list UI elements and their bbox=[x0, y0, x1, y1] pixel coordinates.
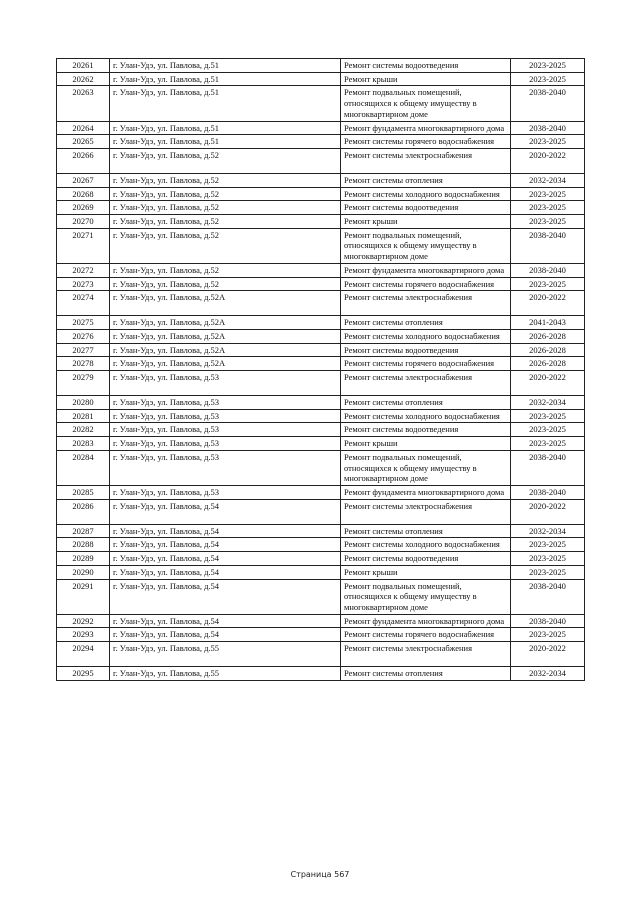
work-type-cell: Ремонт системы отопления bbox=[341, 524, 511, 538]
work-type-cell: Ремонт системы холодного водоснабжения bbox=[341, 329, 511, 343]
table-row bbox=[57, 450, 585, 485]
row-number-cell: 20290 bbox=[57, 565, 110, 579]
table-row bbox=[57, 423, 585, 437]
address-cell: г. Улан-Удэ, ул. Павлова, д.51 bbox=[110, 72, 341, 86]
address-cell: г. Улан-Удэ, ул. Павлова, д.54 bbox=[110, 552, 341, 566]
table-row bbox=[57, 201, 585, 215]
row-number-cell: 20268 bbox=[57, 187, 110, 201]
row-number-cell: 20278 bbox=[57, 357, 110, 371]
work-type-cell: Ремонт системы отопления bbox=[341, 316, 511, 330]
row-number-cell: 20265 bbox=[57, 135, 110, 149]
address-cell: г. Улан-Удэ, ул. Павлова, д.54 bbox=[110, 614, 341, 628]
address-cell: г. Улан-Удэ, ул. Павлова, д.53 bbox=[110, 409, 341, 423]
address-cell: г. Улан-Удэ, ул. Павлова, д.54 bbox=[110, 499, 341, 524]
period-cell: 2032-2034 bbox=[511, 667, 585, 681]
address-cell: г. Улан-Удэ, ул. Павлова, д.53 bbox=[110, 437, 341, 451]
period-cell: 2020-2022 bbox=[511, 642, 585, 667]
address-cell: г. Улан-Удэ, ул. Павлова, д.51 bbox=[110, 135, 341, 149]
work-type-cell: Ремонт системы водоотведения bbox=[341, 552, 511, 566]
row-number-cell: 20283 bbox=[57, 437, 110, 451]
work-type-cell: Ремонт системы горячего водоснабжения bbox=[341, 135, 511, 149]
table-row bbox=[57, 72, 585, 86]
row-number-cell: 20285 bbox=[57, 485, 110, 499]
table-row bbox=[57, 187, 585, 201]
row-number-cell: 20275 bbox=[57, 316, 110, 330]
address-cell: г. Улан-Удэ, ул. Павлова, д.53 bbox=[110, 423, 341, 437]
period-cell: 2032-2034 bbox=[511, 524, 585, 538]
work-type-cell: Ремонт подвальных помещений, относящихся к общему имуществу в многоквартирном доме bbox=[341, 579, 511, 614]
row-number-cell: 20281 bbox=[57, 409, 110, 423]
period-cell: 2023-2025 bbox=[511, 72, 585, 86]
period-cell: 2023-2025 bbox=[511, 409, 585, 423]
table-row bbox=[57, 343, 585, 357]
row-number-cell: 20289 bbox=[57, 552, 110, 566]
table-row bbox=[57, 148, 585, 173]
table-row bbox=[57, 396, 585, 410]
work-type-cell: Ремонт системы электроснабжения bbox=[341, 148, 511, 173]
work-type-cell: Ремонт системы горячего водоснабжения bbox=[341, 277, 511, 291]
address-cell: г. Улан-Удэ, ул. Павлова, д.52А bbox=[110, 316, 341, 330]
row-number-cell: 20291 bbox=[57, 579, 110, 614]
period-cell: 2038-2040 bbox=[511, 579, 585, 614]
row-number-cell: 20269 bbox=[57, 201, 110, 215]
period-cell: 2023-2025 bbox=[511, 201, 585, 215]
row-number-cell: 20267 bbox=[57, 173, 110, 187]
row-number-cell: 20264 bbox=[57, 121, 110, 135]
work-type-cell: Ремонт системы водоотведения bbox=[341, 201, 511, 215]
period-cell: 2038-2040 bbox=[511, 121, 585, 135]
address-cell: г. Улан-Удэ, ул. Павлова, д.51 bbox=[110, 59, 341, 73]
row-number-cell: 20277 bbox=[57, 343, 110, 357]
address-cell: г. Улан-Удэ, ул. Павлова, д.52 bbox=[110, 263, 341, 277]
work-type-cell: Ремонт системы электроснабжения bbox=[341, 291, 511, 316]
address-cell: г. Улан-Удэ, ул. Павлова, д.51 bbox=[110, 86, 341, 121]
table-row bbox=[57, 277, 585, 291]
work-type-cell: Ремонт крыши bbox=[341, 565, 511, 579]
row-number-cell: 20271 bbox=[57, 228, 110, 263]
table-row bbox=[57, 579, 585, 614]
address-cell: г. Улан-Удэ, ул. Павлова, д.54 bbox=[110, 628, 341, 642]
row-number-cell: 20287 bbox=[57, 524, 110, 538]
row-number-cell: 20261 bbox=[57, 59, 110, 73]
table-row bbox=[57, 135, 585, 149]
address-cell: г. Улан-Удэ, ул. Павлова, д.52 bbox=[110, 173, 341, 187]
period-cell: 2038-2040 bbox=[511, 450, 585, 485]
address-cell: г. Улан-Удэ, ул. Павлова, д.52А bbox=[110, 291, 341, 316]
work-type-cell: Ремонт системы холодного водоснабжения bbox=[341, 538, 511, 552]
work-type-cell: Ремонт системы отопления bbox=[341, 396, 511, 410]
row-number-cell: 20270 bbox=[57, 215, 110, 229]
period-cell: 2023-2025 bbox=[511, 538, 585, 552]
work-type-cell: Ремонт системы холодного водоснабжения bbox=[341, 187, 511, 201]
table-row bbox=[57, 642, 585, 667]
row-number-cell: 20292 bbox=[57, 614, 110, 628]
work-type-cell: Ремонт крыши bbox=[341, 215, 511, 229]
work-type-cell: Ремонт подвальных помещений, относящихся к общему имуществу в многоквартирном доме bbox=[341, 450, 511, 485]
period-cell: 2023-2025 bbox=[511, 187, 585, 201]
table-row bbox=[57, 228, 585, 263]
address-cell: г. Улан-Удэ, ул. Павлова, д.54 bbox=[110, 538, 341, 552]
period-cell: 2041-2043 bbox=[511, 316, 585, 330]
table-row bbox=[57, 437, 585, 451]
table-row bbox=[57, 409, 585, 423]
work-type-cell: Ремонт системы водоотведения bbox=[341, 343, 511, 357]
work-type-cell: Ремонт фундамента многоквартирного дома bbox=[341, 614, 511, 628]
table-row bbox=[57, 316, 585, 330]
address-cell: г. Улан-Удэ, ул. Павлова, д.53 bbox=[110, 450, 341, 485]
table-row bbox=[57, 538, 585, 552]
table-row bbox=[57, 173, 585, 187]
repair-schedule-table bbox=[56, 58, 585, 681]
row-number-cell: 20282 bbox=[57, 423, 110, 437]
period-cell: 2023-2025 bbox=[511, 628, 585, 642]
work-type-cell: Ремонт системы отопления bbox=[341, 173, 511, 187]
address-cell: г. Улан-Удэ, ул. Павлова, д.55 bbox=[110, 642, 341, 667]
table-row bbox=[57, 614, 585, 628]
address-cell: г. Улан-Удэ, ул. Павлова, д.53 bbox=[110, 396, 341, 410]
work-type-cell: Ремонт системы отопления bbox=[341, 667, 511, 681]
table-row bbox=[57, 371, 585, 396]
work-type-cell: Ремонт подвальных помещений, относящихся к общему имуществу в многоквартирном доме bbox=[341, 86, 511, 121]
period-cell: 2038-2040 bbox=[511, 485, 585, 499]
work-type-cell: Ремонт фундамента многоквартирного дома bbox=[341, 121, 511, 135]
period-cell: 2032-2034 bbox=[511, 396, 585, 410]
period-cell: 2020-2022 bbox=[511, 148, 585, 173]
work-type-cell: Ремонт системы электроснабжения bbox=[341, 642, 511, 667]
table-body bbox=[57, 59, 585, 681]
row-number-cell: 20274 bbox=[57, 291, 110, 316]
address-cell: г. Улан-Удэ, ул. Павлова, д.54 bbox=[110, 524, 341, 538]
table-row bbox=[57, 485, 585, 499]
row-number-cell: 20280 bbox=[57, 396, 110, 410]
table-row bbox=[57, 121, 585, 135]
table-row bbox=[57, 357, 585, 371]
address-cell: г. Улан-Удэ, ул. Павлова, д.53 bbox=[110, 371, 341, 396]
work-type-cell: Ремонт системы водоотведения bbox=[341, 423, 511, 437]
address-cell: г. Улан-Удэ, ул. Павлова, д.52 bbox=[110, 201, 341, 215]
period-cell: 2020-2022 bbox=[511, 291, 585, 316]
period-cell: 2038-2040 bbox=[511, 614, 585, 628]
work-type-cell: Ремонт системы водоотведения bbox=[341, 59, 511, 73]
row-number-cell: 20288 bbox=[57, 538, 110, 552]
work-type-cell: Ремонт фундамента многоквартирного дома bbox=[341, 485, 511, 499]
row-number-cell: 20266 bbox=[57, 148, 110, 173]
table-row bbox=[57, 565, 585, 579]
row-number-cell: 20273 bbox=[57, 277, 110, 291]
row-number-cell: 20276 bbox=[57, 329, 110, 343]
period-cell: 2026-2028 bbox=[511, 329, 585, 343]
row-number-cell: 20286 bbox=[57, 499, 110, 524]
work-type-cell: Ремонт крыши bbox=[341, 72, 511, 86]
period-cell: 2023-2025 bbox=[511, 215, 585, 229]
table-row bbox=[57, 524, 585, 538]
period-cell: 2032-2034 bbox=[511, 173, 585, 187]
address-cell: г. Улан-Удэ, ул. Павлова, д.52 bbox=[110, 215, 341, 229]
work-type-cell: Ремонт системы электроснабжения bbox=[341, 499, 511, 524]
period-cell: 2026-2028 bbox=[511, 343, 585, 357]
address-cell: г. Улан-Удэ, ул. Павлова, д.52 bbox=[110, 277, 341, 291]
address-cell: г. Улан-Удэ, ул. Павлова, д.54 bbox=[110, 565, 341, 579]
page-number: Страница 567 bbox=[290, 870, 350, 879]
table-row bbox=[57, 86, 585, 121]
period-cell: 2026-2028 bbox=[511, 357, 585, 371]
period-cell: 2038-2040 bbox=[511, 228, 585, 263]
address-cell: г. Улан-Удэ, ул. Павлова, д.52 bbox=[110, 228, 341, 263]
period-cell: 2023-2025 bbox=[511, 135, 585, 149]
table-row bbox=[57, 215, 585, 229]
period-cell: 2023-2025 bbox=[511, 565, 585, 579]
period-cell: 2038-2040 bbox=[511, 86, 585, 121]
row-number-cell: 20295 bbox=[57, 667, 110, 681]
work-type-cell: Ремонт системы холодного водоснабжения bbox=[341, 409, 511, 423]
work-type-cell: Ремонт фундамента многоквартирного дома bbox=[341, 263, 511, 277]
address-cell: г. Улан-Удэ, ул. Павлова, д.55 bbox=[110, 667, 341, 681]
table-row bbox=[57, 552, 585, 566]
period-cell: 2023-2025 bbox=[511, 552, 585, 566]
address-cell: г. Улан-Удэ, ул. Павлова, д.52 bbox=[110, 187, 341, 201]
period-cell: 2023-2025 bbox=[511, 437, 585, 451]
table-row bbox=[57, 499, 585, 524]
row-number-cell: 20293 bbox=[57, 628, 110, 642]
period-cell: 2023-2025 bbox=[511, 423, 585, 437]
address-cell: г. Улан-Удэ, ул. Павлова, д.53 bbox=[110, 485, 341, 499]
period-cell: 2023-2025 bbox=[511, 59, 585, 73]
row-number-cell: 20294 bbox=[57, 642, 110, 667]
row-number-cell: 20279 bbox=[57, 371, 110, 396]
table-row bbox=[57, 59, 585, 73]
period-cell: 2020-2022 bbox=[511, 499, 585, 524]
address-cell: г. Улан-Удэ, ул. Павлова, д.52А bbox=[110, 357, 341, 371]
row-number-cell: 20272 bbox=[57, 263, 110, 277]
table-row bbox=[57, 628, 585, 642]
work-type-cell: Ремонт системы горячего водоснабжения bbox=[341, 628, 511, 642]
period-cell: 2020-2022 bbox=[511, 371, 585, 396]
address-cell: г. Улан-Удэ, ул. Павлова, д.52 bbox=[110, 148, 341, 173]
address-cell: г. Улан-Удэ, ул. Павлова, д.52А bbox=[110, 329, 341, 343]
address-cell: г. Улан-Удэ, ул. Павлова, д.54 bbox=[110, 579, 341, 614]
row-number-cell: 20262 bbox=[57, 72, 110, 86]
row-number-cell: 20263 bbox=[57, 86, 110, 121]
table-row bbox=[57, 291, 585, 316]
table-row bbox=[57, 263, 585, 277]
row-number-cell: 20284 bbox=[57, 450, 110, 485]
work-type-cell: Ремонт подвальных помещений, относящихся к общему имуществу в многоквартирном доме bbox=[341, 228, 511, 263]
address-cell: г. Улан-Удэ, ул. Павлова, д.52А bbox=[110, 343, 341, 357]
period-cell: 2023-2025 bbox=[511, 277, 585, 291]
table-row bbox=[57, 329, 585, 343]
work-type-cell: Ремонт крыши bbox=[341, 437, 511, 451]
address-cell: г. Улан-Удэ, ул. Павлова, д.51 bbox=[110, 121, 341, 135]
table-row bbox=[57, 667, 585, 681]
work-type-cell: Ремонт системы горячего водоснабжения bbox=[341, 357, 511, 371]
period-cell: 2038-2040 bbox=[511, 263, 585, 277]
work-type-cell: Ремонт системы электроснабжения bbox=[341, 371, 511, 396]
